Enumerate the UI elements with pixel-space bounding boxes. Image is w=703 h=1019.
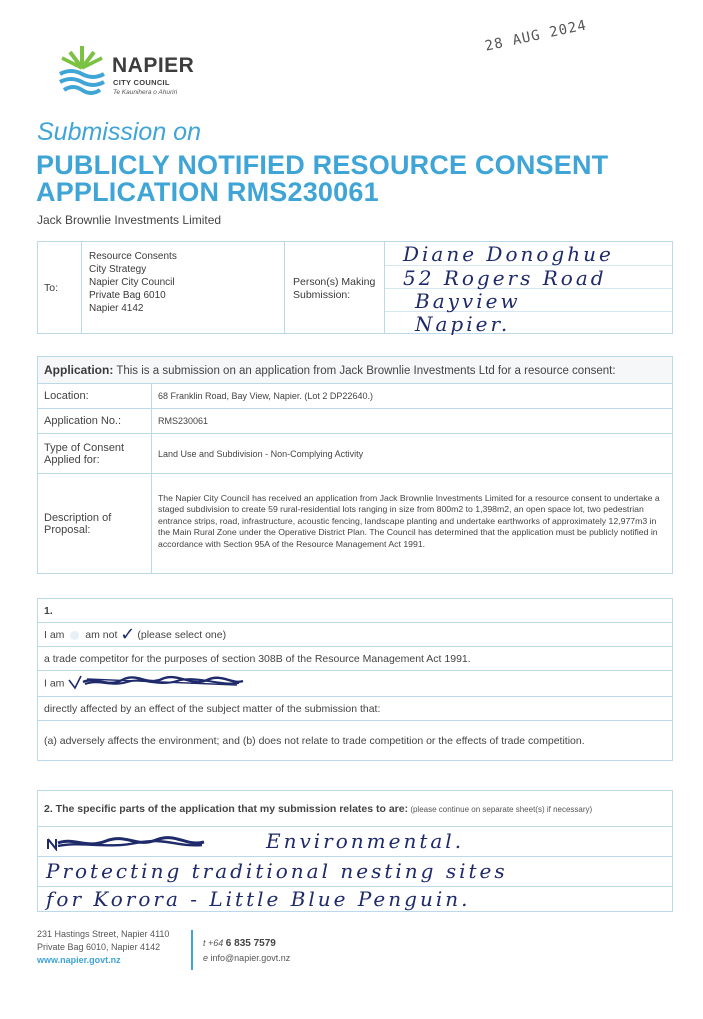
logo-maori-name: Te Kaunihera o Ahuriri xyxy=(113,89,178,96)
submitter-label-line-2: Submission: xyxy=(293,289,351,301)
application-details-table xyxy=(37,356,673,574)
section-1-table xyxy=(37,598,673,761)
section-1-number: 1. xyxy=(38,599,673,623)
phone-number[interactable]: 6 835 7579 xyxy=(225,938,276,949)
directly-affected-text: directly affected by an effect of the subject matter of the submission that: xyxy=(38,697,673,721)
location-label: Location: xyxy=(38,384,152,409)
address-line: Napier City Council xyxy=(89,277,175,288)
address-line: Private Bag 6010 xyxy=(89,290,166,301)
application-number-value: RMS230061 xyxy=(152,409,673,434)
footer-divider xyxy=(191,930,193,970)
footer-contact xyxy=(203,936,290,965)
crossed-out-scribble-icon xyxy=(46,835,206,851)
address-line: Napier 4142 xyxy=(89,303,144,314)
handwritten-line-1: Environmental. xyxy=(266,829,465,853)
title-line-1: PUBLICLY NOTIFIED RESOURCE CONSENT xyxy=(36,150,609,180)
submission-line xyxy=(38,857,672,887)
address-line: Resource Consents xyxy=(89,251,177,262)
napier-city-council-logo xyxy=(56,42,216,102)
council-address xyxy=(82,242,285,333)
consent-type-label xyxy=(38,434,152,474)
submitter-suburb: Bayview xyxy=(415,289,521,313)
section-2-table xyxy=(37,790,673,912)
footer-postal-address: Private Bag 6010, Napier 4142 xyxy=(37,942,161,952)
consent-type-label-line-2: Applied for: xyxy=(44,453,100,466)
submitter-details-field[interactable] xyxy=(385,242,672,336)
trade-competitor-text: a trade competitor for the purposes of section 308B of the Resource Management Act 1991. xyxy=(38,647,673,671)
logo-name: NAPIER xyxy=(112,54,195,77)
logo-emblem-icon xyxy=(56,42,108,98)
application-heading-text: This is a submission on an application from Jack Brownlie Investments Ltd for a resource consent: xyxy=(113,365,616,377)
application-heading xyxy=(38,357,673,384)
description-label-line-1: Description of xyxy=(44,511,112,524)
location-value: 68 Franklin Road, Bay View, Napier. (Lot 2 DP22640.) xyxy=(152,384,673,409)
description-label-line-2: Proposal: xyxy=(44,523,91,536)
title-line-2: APPLICATION RMS230061 xyxy=(36,177,379,207)
submission-line xyxy=(38,827,672,857)
adversely-affects-text: (a) adversely affects the environment; and (b) does not relate to trade competition or the effects of trade competition. xyxy=(38,721,673,761)
submitter-label xyxy=(285,242,385,333)
email-prefix: e xyxy=(203,953,209,963)
i-am-label-2: I am xyxy=(44,677,65,690)
handwritten-line-2: Protecting traditional nesting sites xyxy=(46,859,508,883)
address-line: City Strategy xyxy=(89,264,147,275)
directly-affected-select xyxy=(38,671,673,697)
tick-mark-icon: ✓ xyxy=(120,624,136,644)
description-label xyxy=(38,474,152,574)
select-one-hint: (please select one) xyxy=(137,629,227,641)
footer-website-link[interactable]: www.napier.govt.nz xyxy=(37,955,121,965)
footer-street-address: 231 Hastings Street, Napier 4110 xyxy=(37,929,170,939)
application-heading-bold: Application: xyxy=(44,363,114,377)
date-received-stamp: 28 AUG 2024 xyxy=(483,17,589,55)
applicant-name: Jack Brownlie Investments Limited xyxy=(37,213,222,227)
submitter-street: 52 Rogers Road xyxy=(403,266,607,290)
submitter-name: Diane Donoghue xyxy=(403,242,614,266)
to-label: To: xyxy=(38,242,82,333)
i-am-label: I am xyxy=(44,629,65,641)
title-subheading: Submission on xyxy=(37,118,201,146)
section-2-heading xyxy=(38,791,673,827)
i-am-radio[interactable] xyxy=(70,631,79,640)
crossed-out-scribble-icon xyxy=(67,674,245,693)
consent-type-label-line-1: Type of Consent xyxy=(44,441,125,454)
trade-competitor-select xyxy=(38,623,673,647)
page-title xyxy=(36,152,608,206)
application-number-label: Application No.: xyxy=(38,409,152,434)
footer-address xyxy=(37,928,169,967)
addressee-box xyxy=(37,241,673,334)
logo-subtitle: CITY COUNCIL xyxy=(113,78,170,87)
submission-line xyxy=(38,887,672,911)
email-address[interactable]: info@napier.govt.nz xyxy=(210,953,291,963)
submission-parts-field[interactable] xyxy=(38,827,673,912)
section-2-note: (please continue on separate sheet(s) if necessary) xyxy=(408,804,593,814)
handwritten-line-3: for Korora - Little Blue Penguin. xyxy=(46,887,471,911)
phone-prefix: t +64 xyxy=(203,938,224,948)
proposal-description: The Napier City Council has received an application from Jack Brownlie Investments Limited for a resource consent to undertake a staged subdivision to create 59 rural-residential lots ranging in size from 800m2 to 1,398m2, an open space lot, two pedestrian entrance strips, road, infrastructure, acoustic fencing, landscape planting and undertake earthworks of approximately 12,977m3 in the Main Rural Zone under the Operative District Plan. The Council has determined that the application must be publicly notified in accordance with Section 95A of the Resource Management Act 1991. xyxy=(152,474,673,574)
am-not-label: am not xyxy=(85,629,118,641)
section-2-heading-text: 2. The specific parts of the application that my submission relates to are: xyxy=(44,802,409,815)
submitter-city: Napier. xyxy=(415,312,511,336)
submitter-label-line-1: Person(s) Making xyxy=(293,276,376,288)
consent-type-value: Land Use and Subdivision - Non-Complying Activity xyxy=(152,434,673,474)
